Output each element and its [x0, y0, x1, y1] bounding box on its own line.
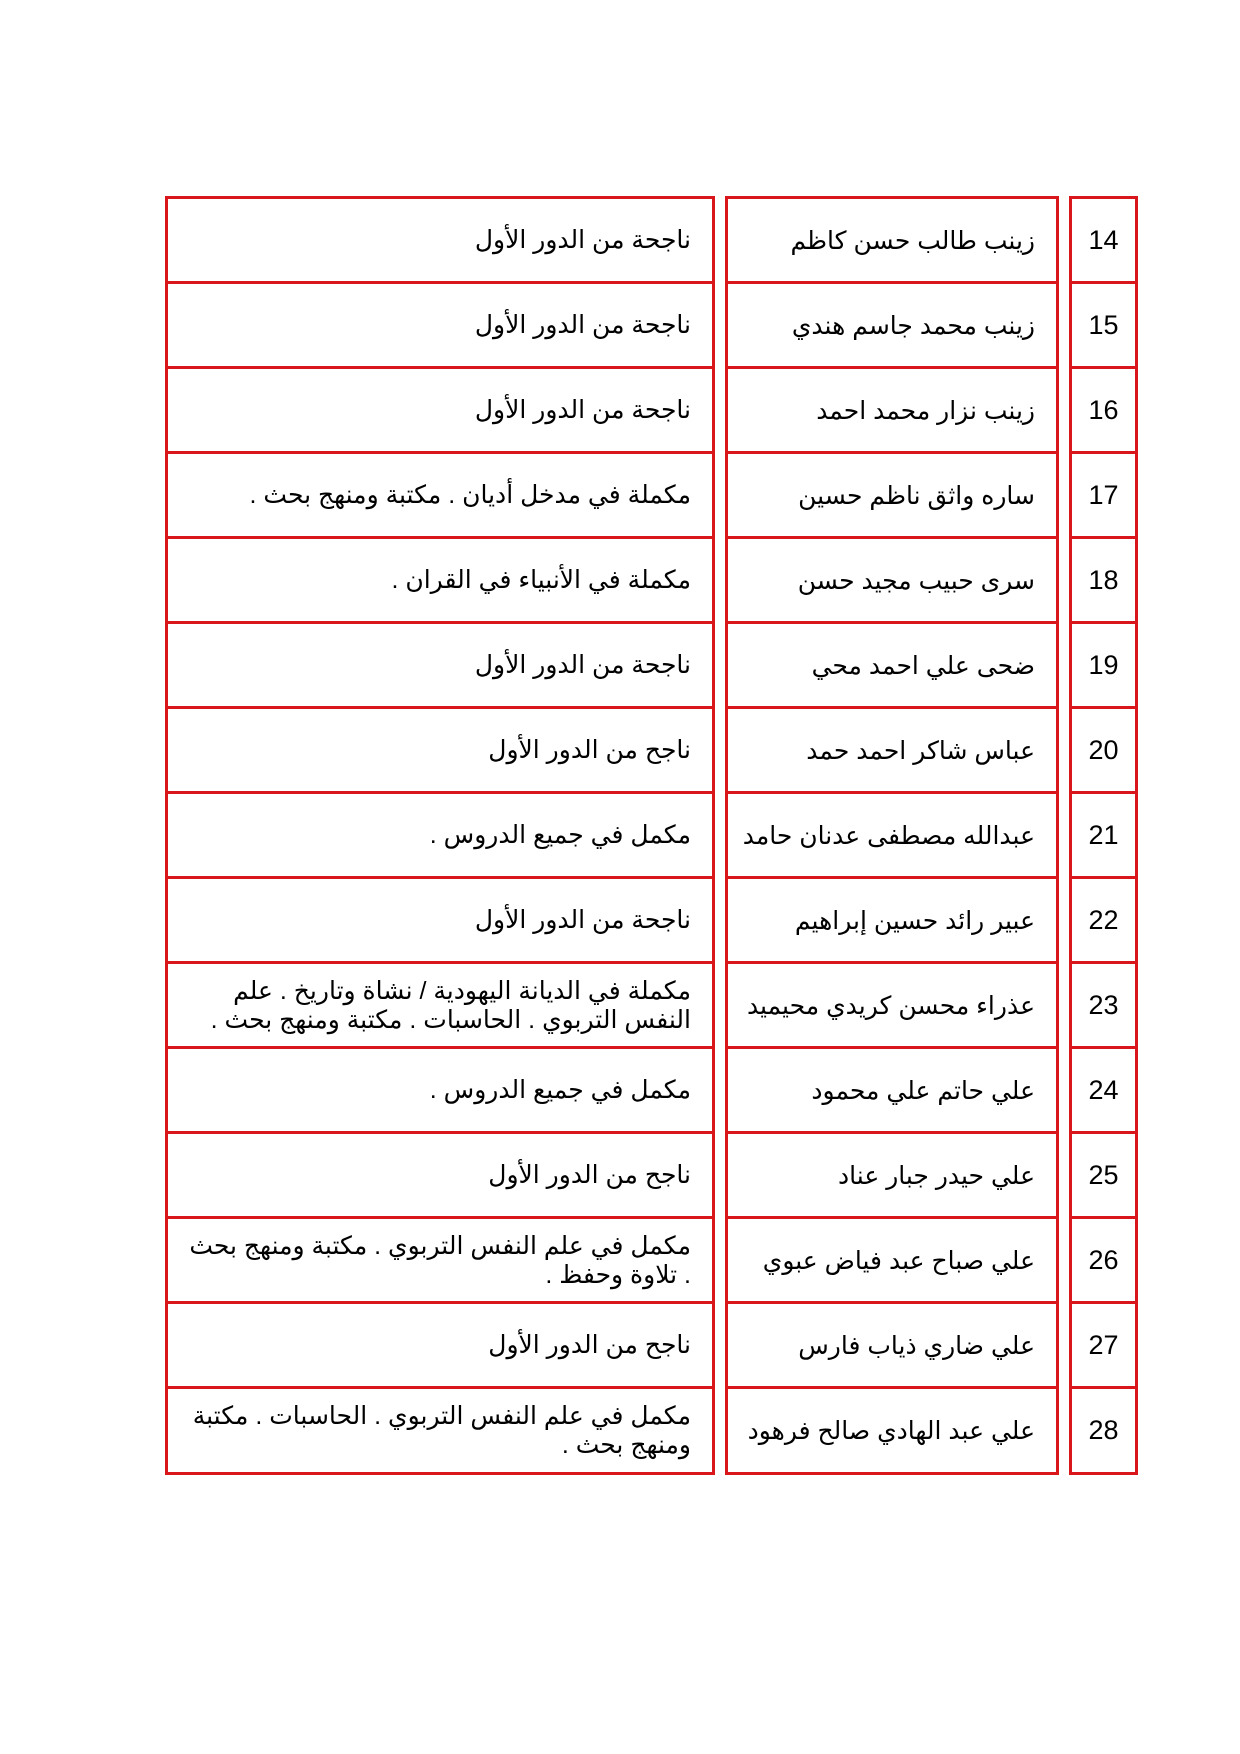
- result-status: ناجحة من الدور الأول: [165, 281, 715, 370]
- student-name: علي حاتم علي محمود: [725, 1046, 1059, 1135]
- student-name: ساره واثق ناظم حسين: [725, 451, 1059, 540]
- row-number: 25: [1069, 1131, 1138, 1220]
- row-number: 20: [1069, 706, 1138, 795]
- student-name: عذراء محسن كريدي محيميد: [725, 961, 1059, 1050]
- result-status: مكمل في علم النفس التربوي . الحاسبات . مكتبة ومنهج بحث .: [165, 1386, 715, 1475]
- result-status: مكملة في الديانة اليهودية / نشاة وتاريخ . علم النفس التربوي . الحاسبات . مكتبة ومنهج بحث .: [165, 961, 715, 1050]
- student-name: سرى حبيب مجيد حسن: [725, 536, 1059, 625]
- student-name: علي صباح عبد فياض عبوي: [725, 1216, 1059, 1305]
- row-number: 18: [1069, 536, 1138, 625]
- row-number: 26: [1069, 1216, 1138, 1305]
- row-number: 28: [1069, 1386, 1138, 1475]
- row-number: 23: [1069, 961, 1138, 1050]
- row-number: 16: [1069, 366, 1138, 455]
- row-number: 21: [1069, 791, 1138, 880]
- student-name: علي عبد الهادي صالح فرهود: [725, 1386, 1059, 1475]
- student-name: عباس شاكر احمد حمد: [725, 706, 1059, 795]
- result-status: ناجحة من الدور الأول: [165, 196, 715, 285]
- row-number: 27: [1069, 1301, 1138, 1390]
- student-name: ضحى علي احمد محي: [725, 621, 1059, 710]
- row-number: 14: [1069, 196, 1138, 285]
- result-status: مكمل في علم النفس التربوي . مكتبة ومنهج بحث . تلاوة وحفظ .: [165, 1216, 715, 1305]
- student-name: زينب محمد جاسم هندي: [725, 281, 1059, 370]
- row-number: 24: [1069, 1046, 1138, 1135]
- result-status: ناجح من الدور الأول: [165, 706, 715, 795]
- row-number: 19: [1069, 621, 1138, 710]
- result-status: مكمل في جميع الدروس .: [165, 1046, 715, 1135]
- result-status: مكملة في مدخل أديان . مكتبة ومنهج بحث .: [165, 451, 715, 540]
- student-name: زينب طالب حسن كاظم: [725, 196, 1059, 285]
- student-name: زينب نزار محمد احمد: [725, 366, 1059, 455]
- row-number: 15: [1069, 281, 1138, 370]
- result-status: ناجحة من الدور الأول: [165, 621, 715, 710]
- result-status: ناجحة من الدور الأول: [165, 876, 715, 965]
- result-status: ناجح من الدور الأول: [165, 1131, 715, 1220]
- row-number: 17: [1069, 451, 1138, 540]
- student-name: علي ضاري ذياب فارس: [725, 1301, 1059, 1390]
- row-number: 22: [1069, 876, 1138, 965]
- result-status: ناجحة من الدور الأول: [165, 366, 715, 455]
- student-name: عبير رائد حسين إبراهيم: [725, 876, 1059, 965]
- student-name: علي حيدر جبار عناد: [725, 1131, 1059, 1220]
- result-status: مكمل في جميع الدروس .: [165, 791, 715, 880]
- result-status: مكملة في الأنبياء في القران .: [165, 536, 715, 625]
- result-status: ناجح من الدور الأول: [165, 1301, 715, 1390]
- student-name: عبدالله مصطفى عدنان حامد: [725, 791, 1059, 880]
